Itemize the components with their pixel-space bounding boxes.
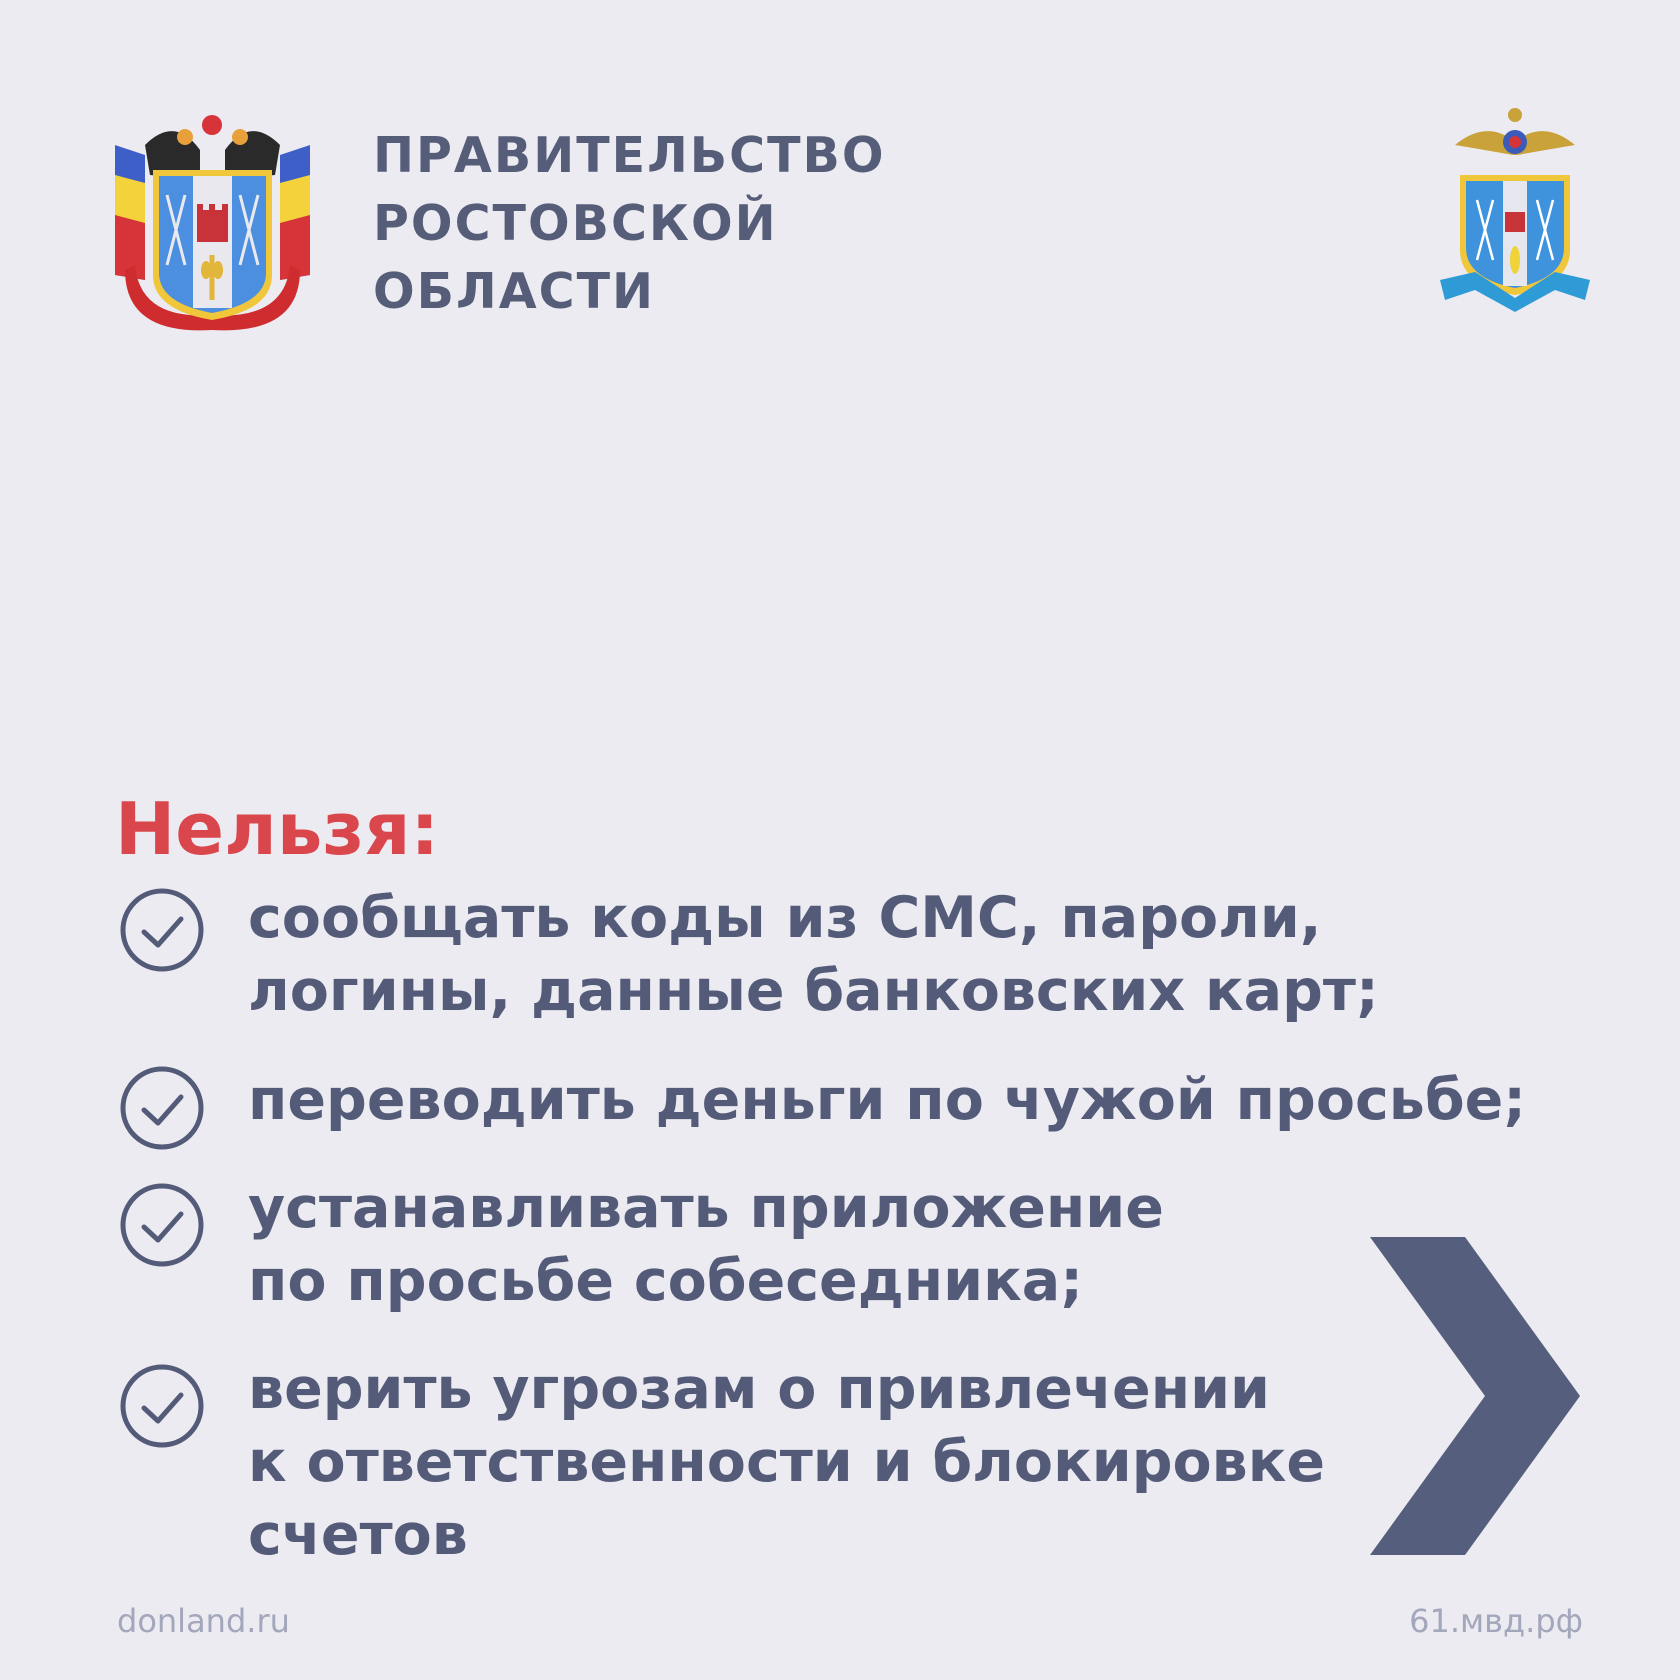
- website-link-mvd[interactable]: 61.мвд.рф: [1409, 1602, 1583, 1640]
- item-text-line: переводить деньги по чужой просьбе;: [248, 1067, 1527, 1133]
- organization-title-line: РОСТОВСКОЙ: [373, 195, 778, 252]
- prohibited-heading: Нельзя:: [115, 787, 440, 871]
- item-text-line: счетов: [248, 1502, 468, 1568]
- website-link-donland[interactable]: donland.ru: [117, 1602, 290, 1640]
- item-text-line: к ответственности и блокировке: [248, 1429, 1326, 1495]
- check-circle-icon: [118, 886, 206, 974]
- check-circle-icon: [118, 1064, 206, 1152]
- item-text-line: по просьбе собеседника;: [248, 1248, 1084, 1314]
- item-text-line: сообщать коды из СМС, пароли,: [248, 885, 1322, 951]
- item-text-line: верить угрозам о привлечении: [248, 1356, 1270, 1422]
- organization-title-line: ПРАВИТЕЛЬСТВО: [373, 127, 886, 184]
- chevron-right-icon[interactable]: [1370, 1237, 1585, 1555]
- coat-of-arms-logo: [105, 105, 320, 340]
- organization-title: [373, 122, 886, 326]
- prohibited-item-text: [248, 882, 1379, 1028]
- mvd-emblem-logo: [1435, 100, 1595, 315]
- prohibited-item-text: [248, 1353, 1325, 1572]
- prohibited-item-text: [248, 1064, 1526, 1137]
- check-circle-icon: [118, 1362, 206, 1450]
- organization-title-line: ОБЛАСТИ: [373, 263, 656, 320]
- prohibited-item-text: [248, 1172, 1164, 1318]
- item-text-line: логины, данные банковских карт;: [248, 958, 1379, 1024]
- item-text-line: устанавливать приложение: [248, 1175, 1164, 1241]
- check-circle-icon: [118, 1181, 206, 1269]
